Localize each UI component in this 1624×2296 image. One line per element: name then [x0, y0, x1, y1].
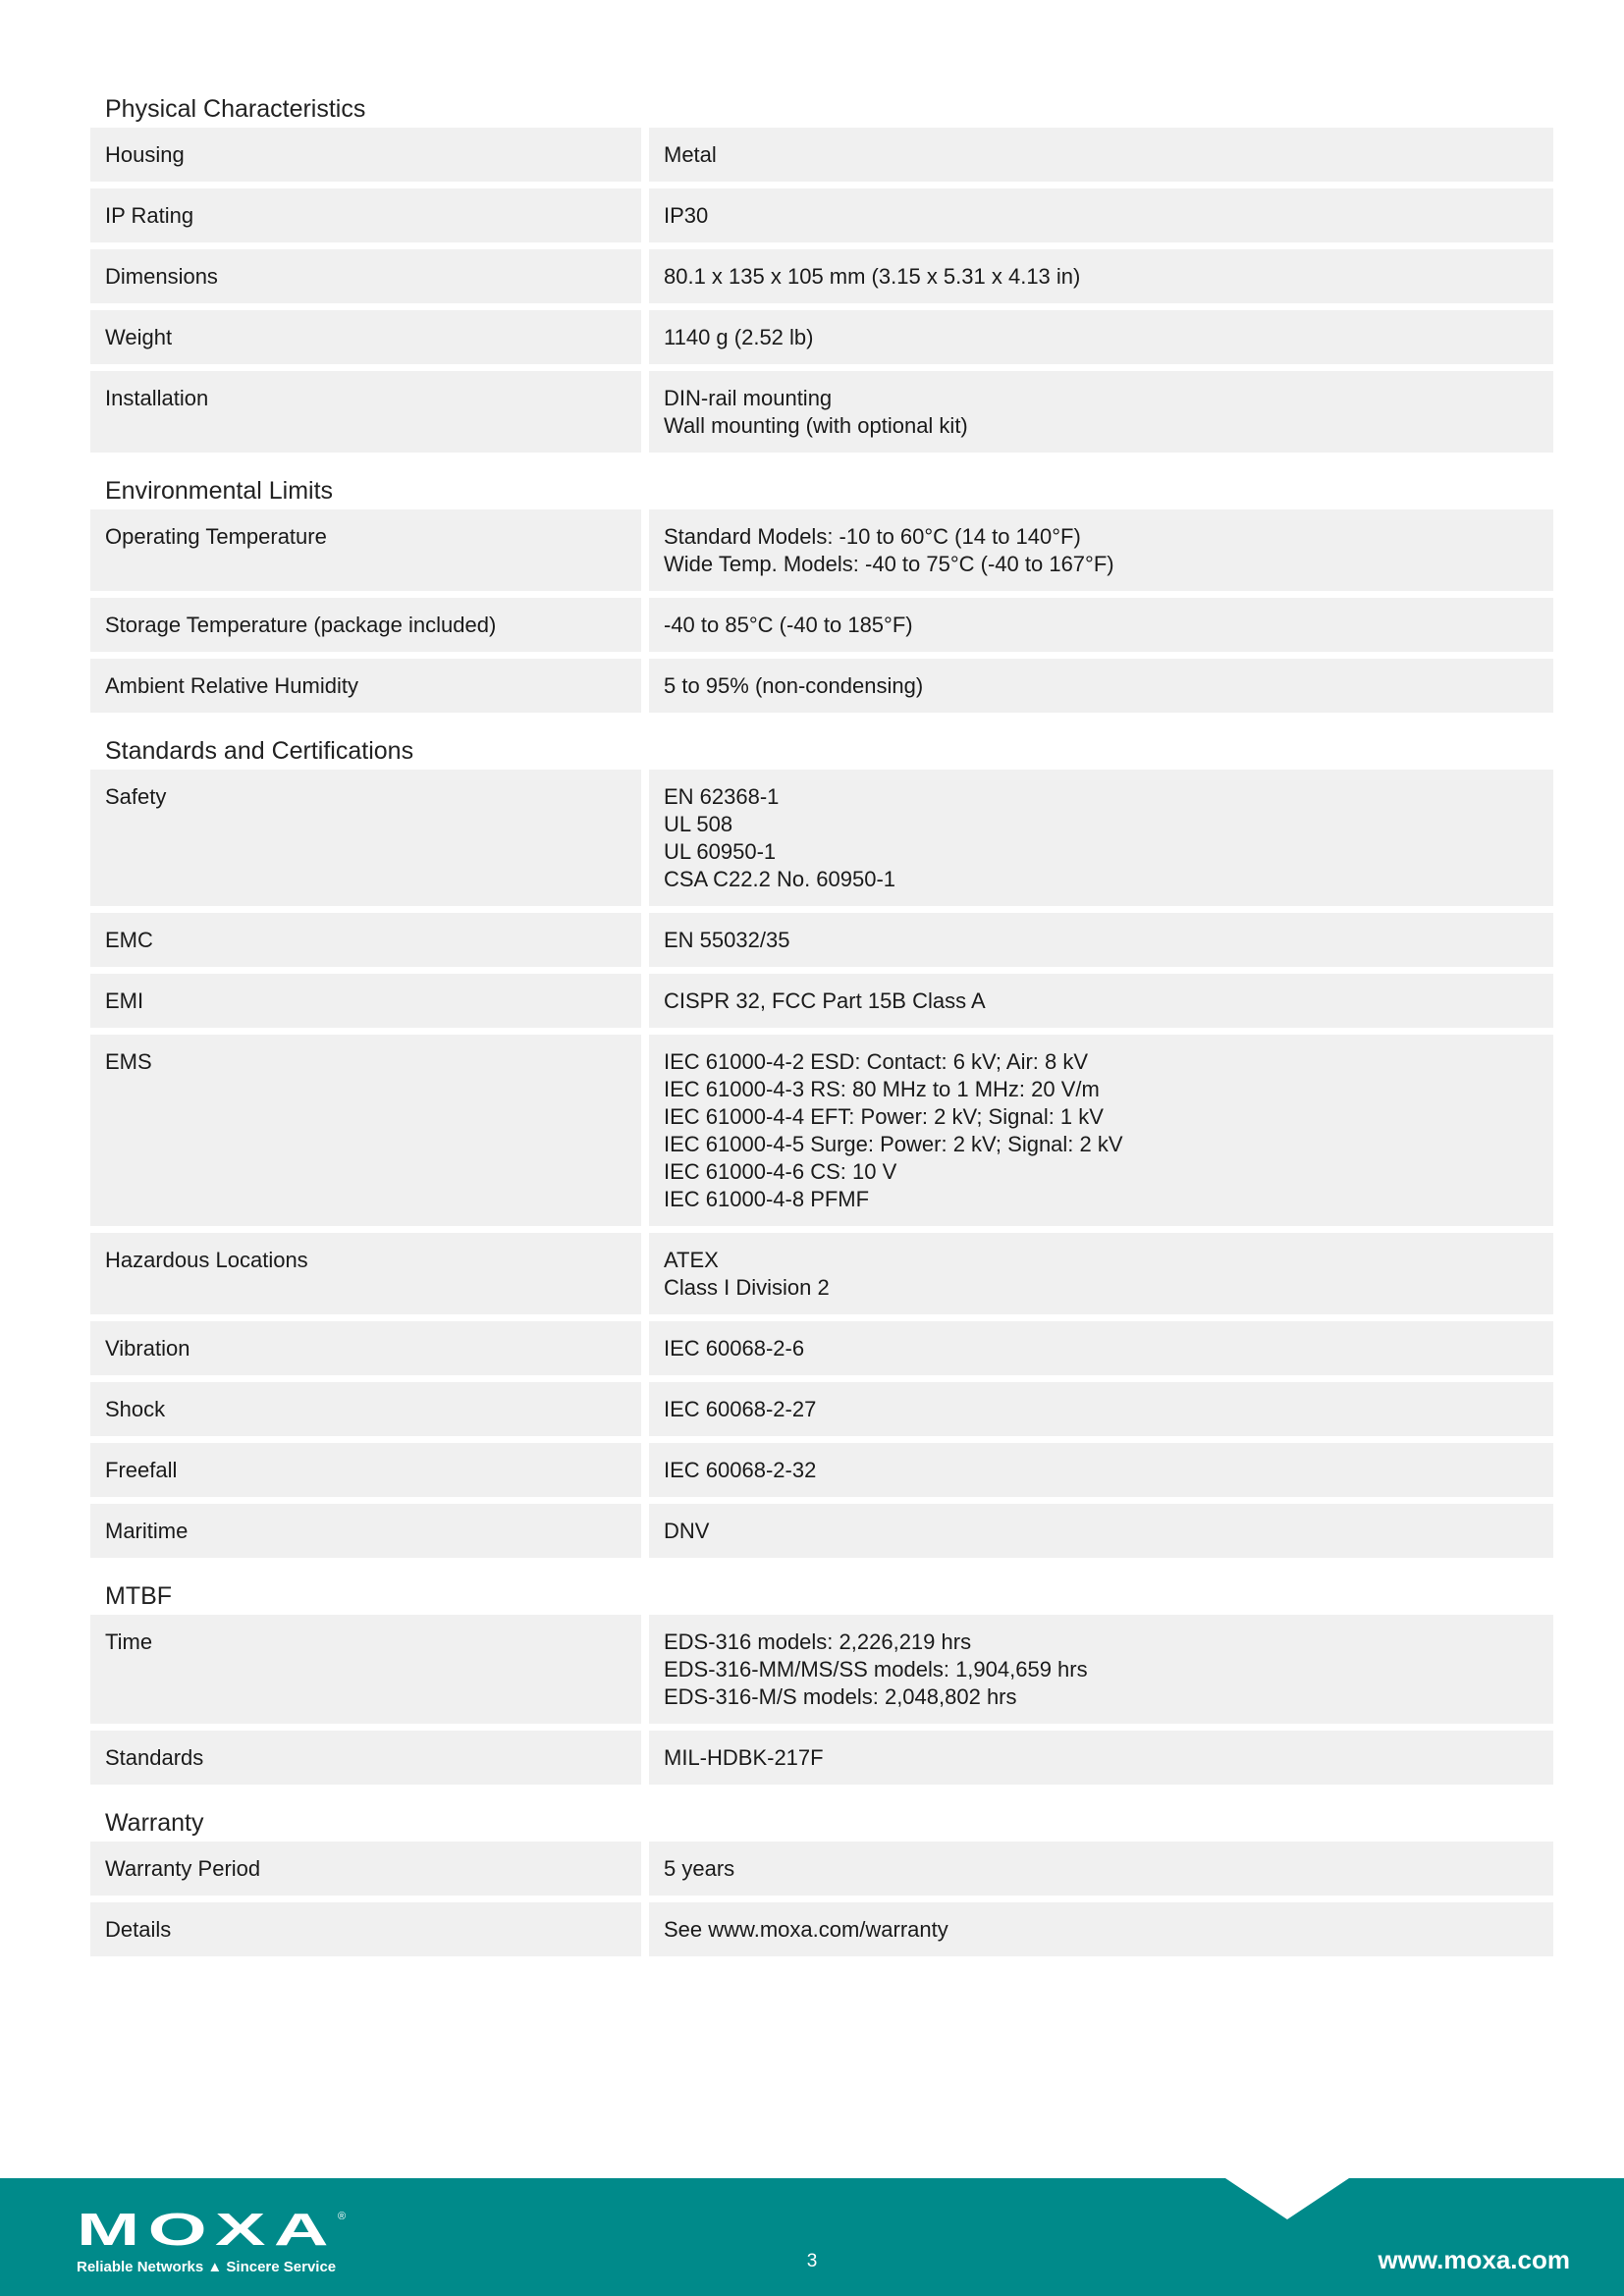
spec-value-line: EN 55032/35: [664, 928, 790, 952]
spec-label: Ambient Relative Humidity: [90, 659, 641, 713]
spec-value: [649, 1382, 1553, 1436]
spec-label: EMI: [90, 974, 641, 1028]
spec-table: [90, 1615, 1553, 1785]
spec-table: [90, 770, 1553, 1558]
spec-value: [649, 1443, 1553, 1497]
section-title: Warranty: [105, 1809, 204, 1837]
spec-value-line: IP30: [664, 203, 709, 228]
spec-value: [649, 1731, 1553, 1785]
spec-value-line: ATEX: [664, 1248, 719, 1272]
spec-value: [649, 659, 1553, 713]
spec-value-line: EDS-316 models: 2,226,219 hrs: [664, 1629, 972, 1654]
section-title: Physical Characteristics: [105, 95, 366, 123]
svg-text:MOXA: MOXA: [77, 2208, 337, 2251]
spec-label: Hazardous Locations: [90, 1233, 641, 1314]
spec-value-line: IEC 61000-4-6 CS: 10 V: [664, 1159, 897, 1184]
spec-value: [649, 371, 1553, 453]
spec-row: [90, 770, 1553, 906]
spec-value-line: UL 60950-1: [664, 839, 777, 864]
spec-row: [90, 598, 1553, 652]
spec-label: Operating Temperature: [90, 509, 641, 591]
moxa-logo: [77, 2208, 352, 2251]
spec-value-line: See www.moxa.com/warranty: [664, 1917, 948, 1942]
spec-row: [90, 1443, 1553, 1497]
spec-value: [649, 913, 1553, 967]
spec-row: [90, 249, 1553, 303]
spec-label: IP Rating: [90, 188, 641, 242]
spec-row: [90, 1504, 1553, 1558]
spec-value-line: 1140 g (2.52 lb): [664, 325, 814, 349]
spec-value: [649, 1035, 1553, 1226]
spec-value-line: UL 508: [664, 812, 733, 836]
spec-value-line: IEC 60068-2-32: [664, 1458, 817, 1482]
spec-value: [649, 974, 1553, 1028]
spec-row: [90, 1035, 1553, 1226]
spec-label: Vibration: [90, 1321, 641, 1375]
spec-value-line: -40 to 85°C (-40 to 185°F): [664, 613, 913, 637]
spec-row: [90, 509, 1553, 591]
spec-value-line: Standard Models: -10 to 60°C (14 to 140°F): [664, 524, 1081, 549]
spec-value-line: Metal: [664, 142, 717, 167]
spec-label: EMC: [90, 913, 641, 967]
spec-label: Maritime: [90, 1504, 641, 1558]
spec-value: [649, 598, 1553, 652]
spec-value-line: MIL-HDBK-217F: [664, 1745, 824, 1770]
spec-value-line: IEC 61000-4-5 Surge: Power: 2 kV; Signal: 2 kV: [664, 1132, 1123, 1156]
spec-row: [90, 1321, 1553, 1375]
spec-value-line: IEC 61000-4-2 ESD: Contact: 6 kV; Air: 8 kV: [664, 1049, 1089, 1074]
spec-value: [649, 1842, 1553, 1896]
spec-row: [90, 974, 1553, 1028]
spec-row: [90, 1731, 1553, 1785]
spec-row: [90, 371, 1553, 453]
spec-value-line: CSA C22.2 No. 60950-1: [664, 867, 896, 891]
page-number: 3: [806, 2251, 818, 2271]
spec-label: Dimensions: [90, 249, 641, 303]
spec-value: [649, 188, 1553, 242]
spec-row: [90, 1842, 1553, 1896]
spec-value-line: IEC 60068-2-27: [664, 1397, 817, 1421]
spec-row: [90, 1233, 1553, 1314]
spec-document: [90, 90, 1553, 1976]
spec-label: Installation: [90, 371, 641, 453]
spec-label: Time: [90, 1615, 641, 1724]
spec-label: Storage Temperature (package included): [90, 598, 641, 652]
spec-row: [90, 1902, 1553, 1956]
spec-value-line: EDS-316-MM/MS/SS models: 1,904,659 hrs: [664, 1657, 1088, 1682]
spec-value: [649, 1233, 1553, 1314]
spec-label: Details: [90, 1902, 641, 1956]
spec-value-line: EDS-316-M/S models: 2,048,802 hrs: [664, 1684, 1017, 1709]
section-title: MTBF: [105, 1582, 173, 1610]
spec-value-line: Class I Division 2: [664, 1275, 830, 1300]
spec-value: [649, 1615, 1553, 1724]
website-link[interactable]: www.moxa.com: [1378, 2245, 1570, 2274]
spec-value-line: IEC 61000-4-8 PFMF: [664, 1187, 870, 1211]
spec-label: Weight: [90, 310, 641, 364]
spec-value: [649, 1902, 1553, 1956]
spec-table: [90, 509, 1553, 713]
spec-label: EMS: [90, 1035, 641, 1226]
spec-row: [90, 1615, 1553, 1724]
spec-value: [649, 770, 1553, 906]
spec-value-line: Wall mounting (with optional kit): [664, 413, 968, 438]
spec-row: [90, 913, 1553, 967]
spec-value: [649, 1321, 1553, 1375]
spec-label: Freefall: [90, 1443, 641, 1497]
spec-label: Standards: [90, 1731, 641, 1785]
spec-value-line: IEC 60068-2-6: [664, 1336, 805, 1361]
footer-tagline: Reliable Networks ▲ Sincere Service: [77, 2259, 337, 2275]
spec-value-line: 5 to 95% (non-condensing): [664, 673, 924, 698]
spec-value: [649, 310, 1553, 364]
spec-value: [649, 1504, 1553, 1558]
spec-table: [90, 1842, 1553, 1956]
spec-label: Housing: [90, 128, 641, 182]
spec-table: [90, 128, 1553, 453]
spec-value: [649, 128, 1553, 182]
spec-label: Warranty Period: [90, 1842, 641, 1896]
spec-row: [90, 188, 1553, 242]
spec-value-line: IEC 61000-4-3 RS: 80 MHz to 1 MHz: 20 V/m: [664, 1077, 1100, 1101]
spec-value-line: DNV: [664, 1519, 710, 1543]
section-title: Standards and Certifications: [105, 737, 414, 765]
spec-value-line: EN 62368-1: [664, 784, 780, 809]
spec-row: [90, 128, 1553, 182]
spec-row: [90, 1382, 1553, 1436]
spec-value: [649, 509, 1553, 591]
spec-row: [90, 310, 1553, 364]
spec-value-line: DIN-rail mounting: [664, 386, 833, 410]
spec-value-line: 5 years: [664, 1856, 735, 1881]
spec-label: Shock: [90, 1382, 641, 1436]
section-title: Environmental Limits: [105, 477, 334, 505]
spec-value-line: Wide Temp. Models: -40 to 75°C (-40 to 167°F): [664, 552, 1114, 576]
spec-value-line: CISPR 32, FCC Part 15B Class A: [664, 988, 986, 1013]
svg-text:®: ®: [338, 2211, 347, 2222]
spec-row: [90, 659, 1553, 713]
spec-value: [649, 249, 1553, 303]
spec-label: Safety: [90, 770, 641, 906]
spec-value-line: 80.1 x 135 x 105 mm (3.15 x 5.31 x 4.13 in): [664, 264, 1081, 289]
spec-value-line: IEC 61000-4-4 EFT: Power: 2 kV; Signal: 1 kV: [664, 1104, 1104, 1129]
page-footer: [0, 2178, 1624, 2296]
